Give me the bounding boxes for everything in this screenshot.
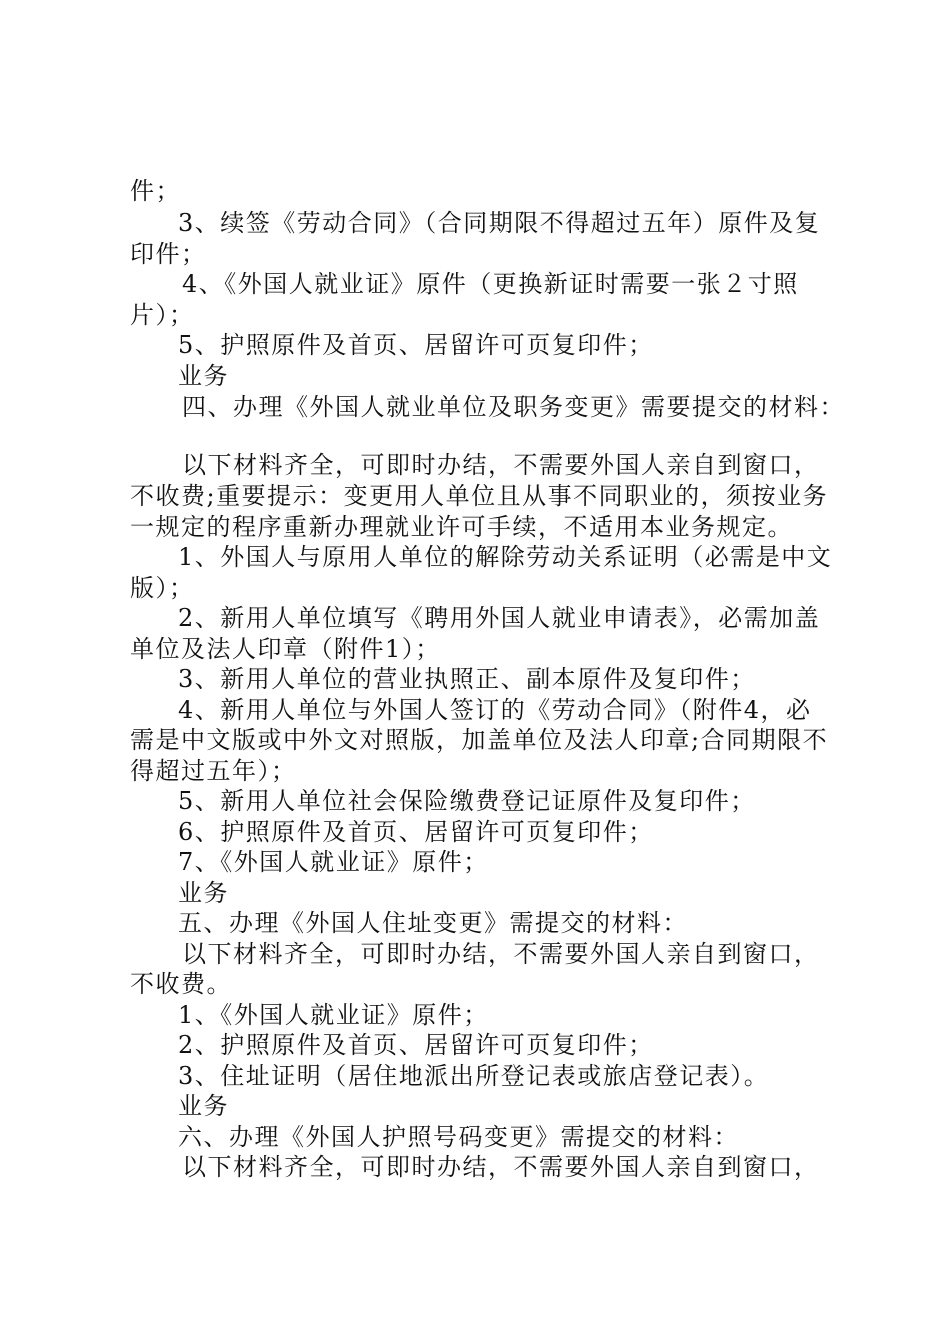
section-heading: 四、办理《外国人就业单位及职务变更》需要提交的材料： [182, 393, 845, 421]
text-line: 片）； [130, 301, 195, 329]
text-line: 印件； [130, 240, 207, 268]
text-line: 件； [130, 177, 181, 205]
text-line: 5、护照原件及首页、居留许可页复印件； [178, 331, 654, 359]
text-line: 单位及法人印章（附件1）； [130, 635, 441, 663]
text-line: 2、新用人单位填写《聘用外国人就业申请表》，必需加盖 [178, 604, 821, 632]
text-line: 一规定的程序重新办理就业许可手续，不适用本业务规定。 [130, 513, 793, 541]
section-heading: 五、办理《外国人住址变更》需提交的材料： [178, 909, 688, 937]
text-line: 版）； [130, 574, 195, 602]
text-line: 不收费。 [130, 970, 232, 998]
text-line: 5、新用人单位社会保险缴费登记证原件及复印件； [178, 787, 756, 815]
text-line: 3、住址证明（居住地派出所登记表或旅店登记表）。 [178, 1062, 770, 1090]
text-line: 4、新用人单位与外国人签订的《劳动合同》（附件4，必 [178, 696, 812, 724]
text-line: 6、护照原件及首页、居留许可页复印件； [178, 818, 654, 846]
text-line: 3、续签《劳动合同》（合同期限不得超过五年）原件及复 [178, 209, 821, 237]
section-heading: 六、办理《外国人护照号码变更》需提交的材料： [178, 1123, 739, 1151]
text-line: 1、外国人与原用人单位的解除劳动关系证明（必需是中文 [178, 543, 833, 571]
section-label: 业务 [178, 1092, 229, 1120]
text-line: 需是中文版或中外文对照版，加盖单位及法人印章;合同期限不 [130, 726, 829, 754]
section-label: 业务 [178, 362, 229, 390]
text-line: 4、《外国人就业证》原件（更换新证时需要一张２寸照 [182, 270, 799, 298]
text-line: 以下材料齐全，可即时办结，不需要外国人亲自到窗口， [182, 1153, 820, 1181]
text-line: 7、《外国人就业证》原件； [178, 848, 489, 876]
text-line: 不收费;重要提示：变更用人单位且从事不同职业的，须按业务 [130, 482, 829, 510]
text-line: 得超过五年）； [130, 757, 297, 785]
text-line: 以下材料齐全，可即时办结，不需要外国人亲自到窗口， [182, 940, 820, 968]
text-line: 以下材料齐全，可即时办结，不需要外国人亲自到窗口， [182, 451, 820, 479]
text-line: 3、新用人单位的营业执照正、副本原件及复印件； [178, 665, 756, 693]
text-line: 2、护照原件及首页、居留许可页复印件； [178, 1031, 654, 1059]
text-line: 1、《外国人就业证》原件； [178, 1001, 489, 1029]
section-label: 业务 [178, 879, 229, 907]
